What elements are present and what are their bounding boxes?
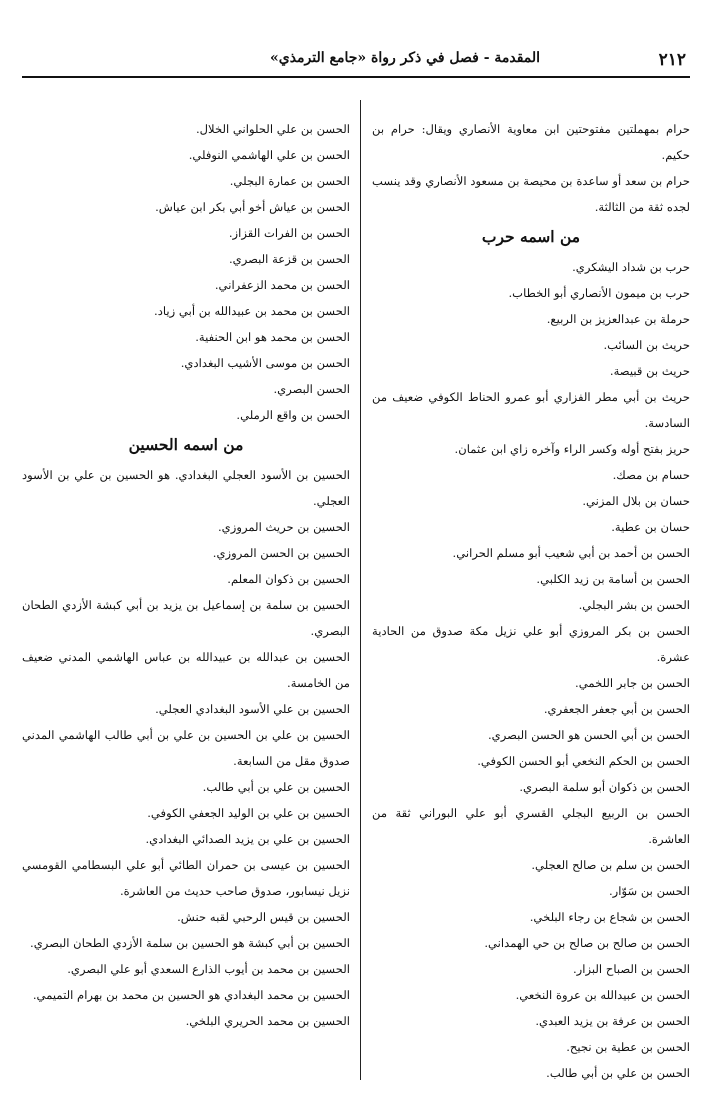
left-column [22,116,350,1034]
entry: الحسن بن عمارة البجلي. [229,174,350,188]
entry: الحسين بن عيسى بن حمران الطائي أبو علي البسطامي القومسي نزيل نيسابور، صدوق صاحب حديث من العاشرة. [22,858,350,898]
entry: حرام بمهملتين مفتوحتين ابن معاوية الأنصاري ويقال: حرام بن حكيم. [372,122,690,162]
entry: الحسين بن عبدالله بن عبيدالله بن عباس الهاشمي المدني ضعيف من الخامسة. [22,650,350,690]
entry: الحسن بن أبي الحسن هو الحسن البصري. [487,728,690,742]
section-heading: من اسمه حرب [481,227,581,246]
entry: الحسن بن أبي جعفر الجعفري. [543,702,690,716]
entry: الحسن بن الحكم النخعي أبو الحسن الكوفي. [477,754,690,768]
entry: حرام بن سعد أو ساعدة بن محيصة بن مسعود الأنصاري وقد ينسب لجده ثقة من الثالثة. [372,174,690,214]
entry: الحسن بن محمد الزعفراني. [214,278,350,292]
entry: الحسين بن علي بن الوليد الجعفي الكوفي. [147,806,350,820]
entry: الحسن بن صالح بن صالح بن حي الهمداني. [484,936,690,950]
section-heading: من اسمه الحسين [128,435,244,454]
entry: الحسن بن الصباح البزار. [573,962,690,976]
entry: الحسن بن ذكوان أبو سلمة البصري. [519,780,690,794]
entry: حريث بن أبي مطر الفزاري أبو عمرو الحناط الكوفي ضعيف من السادسة. [372,390,690,430]
entry: حرملة بن عبدالعزيز بن الربيع. [546,312,690,326]
entry: الحسين بن حريث المروزي. [218,520,350,534]
entry: الحسين بن الحسن المروزي. [212,546,350,560]
entry: الحسن بن بشر البجلي. [578,598,690,612]
entry: الحسين بن علي بن يزيد الصدائي البغدادي. [145,832,350,846]
entry: الحسن بن عطية بن نجيح. [566,1040,690,1054]
entry: الحسين بن محمد البغدادي هو الحسين بن محمد بن بهرام التميمي. [32,988,350,1002]
entry: الحسين بن علي الأسود البغدادي العجلي. [155,702,350,716]
entry: الحسن بن علي الحلواني الخلال. [195,122,350,136]
entry: الحسن البصري. [273,382,350,396]
entry: الحسن بن بكر المروزي أبو علي نزيل مكة صدوق من الحادية عشرة. [372,624,690,664]
entry: حرب بن ميمون الأنصاري أبو الخطاب. [508,286,690,300]
entry: الحسين بن محمد الحريري البلخي. [185,1014,350,1028]
entry: الحسن بن سلم بن صالح العجلي. [531,858,690,872]
entry: حريث بن السائب. [603,338,690,352]
entry: حريز بفتح أوله وكسر الراء وآخره زاي ابن عثمان. [454,442,690,456]
entry: حسان بن عطية. [611,520,690,534]
right-column [372,116,690,1086]
running-title: المقدمة - فصل في ذكر رواة «جامع الترمذي» [270,50,541,66]
page-header [22,46,690,78]
entry: الحسين بن علي بن أبي طالب. [202,780,350,794]
entry: الحسن بن عياش أخو أبي بكر ابن عياش. [155,200,350,214]
entry: الحسن بن واقع الرملي. [236,408,350,422]
entry: الحسن بن أحمد بن أبي شعيب أبو مسلم الحراني. [452,546,690,560]
entry: الحسن بن سَوّار. [608,884,690,898]
entry: الحسن بن علي بن أبي طالب. [546,1066,690,1080]
entry: الحسن بن علي الهاشمي النوفلي. [188,148,350,162]
entry: الحسن بن جابر اللخمي. [575,676,690,690]
entry: حسام بن مصك. [612,468,690,482]
entry: الحسن بن شجاع بن رجاء البلخي. [529,910,690,924]
entry: الحسين بن علي بن الحسين بن علي بن أبي طالب الهاشمي المدني صدوق مقل من السابعة. [22,728,350,768]
entry: الحسن بن الربيع البجلي القسري أبو علي البوراني ثقة من العاشرة. [372,806,690,846]
entry: الحسن بن قزعة البصري. [228,252,350,266]
entry: الحسين بن الأسود العجلي البغدادي. هو الحسين بن علي بن الأسود العجلي. [22,468,350,508]
entry: الحسن بن الفرات القزاز. [228,226,350,240]
page-number: ٢١٢ [658,50,686,70]
entry: الحسن بن محمد بن عبيدالله بن أبي زياد. [154,304,350,318]
entry: حسان بن بلال المزني. [582,494,690,508]
entry: الحسين بن سلمة بن إسماعيل بن يزيد بن أبي كبشة الأزدي الطحان البصري. [22,598,350,638]
entry: الحسن بن أسامة بن زيد الكلبي. [536,572,690,586]
header-rule [22,76,690,78]
entry: الحسين بن محمد بن أيوب الذارع السعدي أبو علي البصري. [67,962,350,976]
entry: حرب بن شداد اليشكري. [572,260,690,274]
column-divider [360,100,361,1080]
entry: الحسن بن محمد هو ابن الحنفية. [195,330,350,344]
entry: الحسن بن موسى الأشيب البغدادي. [180,356,350,370]
entry: الحسين بن أبي كبشة هو الحسين بن سلمة الأزدي الطحان البصري. [30,936,350,950]
entry: الحسن بن عبيدالله بن عروة النخعي. [515,988,690,1002]
entry: الحسين بن قيس الرحبي لقبه حنش. [177,910,350,924]
entry: الحسن بن عرفة بن يزيد العبدي. [535,1014,690,1028]
entry: الحسين بن ذكوان المعلم. [227,572,350,586]
entry: حريث بن قبيصة. [609,364,690,378]
